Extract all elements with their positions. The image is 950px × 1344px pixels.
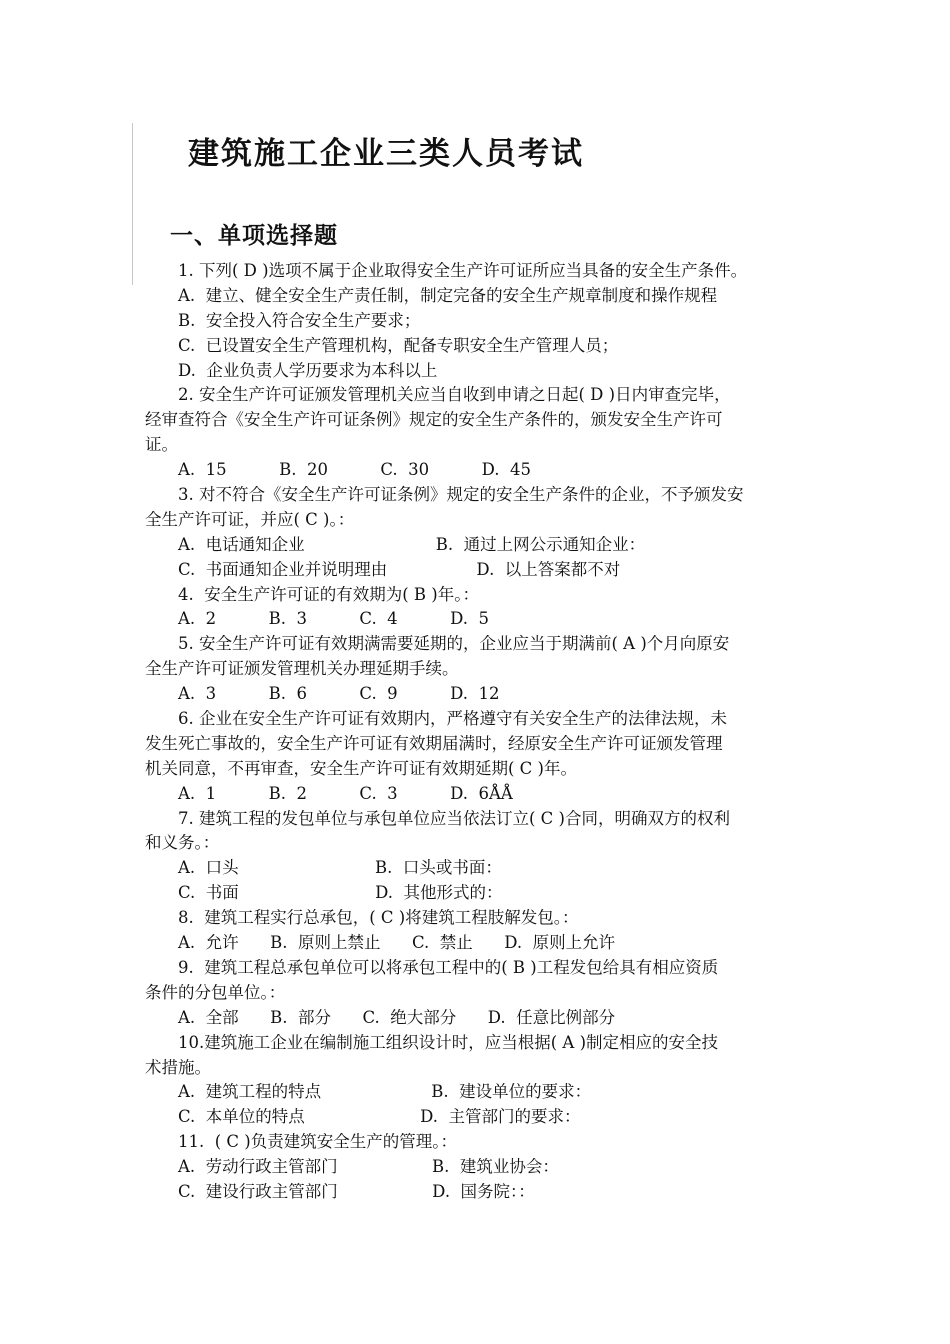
text-line: A. 2 B. 3 C. 4 D. 5 [178, 609, 489, 629]
text-line: A. 口头 B. 口头或书面： [178, 858, 502, 878]
text-line: A. 建立、健全安全生产责任制，制定完备的安全生产规章制度和操作规程 [178, 285, 718, 305]
text-line: 7. 建筑工程的发包单位与承包单位应当依法订立( C )合同，明确双方的权利 [178, 808, 730, 828]
text-line: 术措施。 [145, 1057, 211, 1077]
text-line: 1. 下列( D )选项不属于企业取得安全生产许可证所应当具备的安全生产条件。 [178, 261, 748, 280]
text-line: A. 电话通知企业 B. 通过上网公示通知企业： [178, 534, 646, 554]
text-line: C. 已设置安全生产管理机构，配备专职安全生产管理人员； [178, 335, 619, 355]
text-line: A. 劳动行政主管部门 B. 建筑业协会： [178, 1157, 559, 1177]
text-line: 发生死亡事故的，安全生产许可证有效期届满时，经原安全生产许可证颁发管理 [145, 733, 723, 753]
text-line: A. 允许 B. 原则上禁止 C. 禁止 D. 原则上允许 [178, 933, 616, 953]
page-title: 建筑施工企业三类人员考试 [188, 136, 584, 172]
text-line: 2. 安全生产许可证颁发管理机关应当自收到申请之日起( D )日内审查完毕， [178, 385, 731, 405]
text-line: C. 本单位的特点 D. 主管部门的要求： [178, 1107, 581, 1127]
text-line: 机关同意，不再审查，安全生产许可证有效期延期( C )年。 [145, 758, 577, 778]
text-line: 全生产许可证，并应( C )。： [145, 509, 355, 529]
text-line: 10.建筑施工企业在编制施工组织设计时，应当根据( A )制定相应的安全技 [178, 1032, 719, 1052]
text-line: A. 建筑工程的特点 B. 建设单位的要求： [178, 1082, 592, 1102]
text-line: 经审查符合《安全生产许可证条例》规定的安全生产条件的，颁发安全生产许可 [145, 410, 723, 430]
text-line: C. 建设行政主管部门 D. 国务院：： [178, 1181, 535, 1201]
text-line: 全生产许可证颁发管理机关办理延期手续。 [145, 659, 459, 679]
text-line: 5. 安全生产许可证有效期满需要延期的，企业应当于期满前( A )个月向原安 [178, 634, 730, 654]
text-line: 条件的分包单位。： [145, 982, 286, 1002]
text-line: A. 全部 B. 部分 C. 绝大部分 D. 任意比例部分 [178, 1007, 616, 1027]
text-line: 3. 对不符合《安全生产许可证条例》规定的安全生产条件的企业，不予颁发安 [178, 485, 744, 505]
text-line: C. 书面通知企业并说明理由 D. 以上答案都不对 [178, 559, 621, 579]
text-line: 证。 [145, 435, 178, 455]
question-list [145, 259, 810, 1205]
margin-rule [132, 123, 133, 285]
section-heading: 一、单项选择题 [170, 222, 338, 249]
text-line: B. 安全投入符合安全生产要求； [178, 310, 421, 330]
text-line: 和义务。： [145, 833, 220, 853]
text-line: A. 3 B. 6 C. 9 D. 12 [178, 684, 500, 704]
text-line: 11. ( C )负责建筑安全生产的管理。： [178, 1132, 457, 1152]
text-line: A. 1 B. 2 C. 3 D. 6ÅÅ [178, 783, 513, 803]
text-line: D. 企业负责人学历要求为本科以上 [178, 360, 438, 380]
text-line: A. 15 B. 20 C. 30 D. 45 [178, 460, 531, 480]
text-line: 9. 建筑工程总承包单位可以将承包工程中的( B )工程发包给具有相应资质 [178, 957, 719, 977]
text-line: C. 书面 D. 其他形式的： [178, 883, 503, 903]
text-line: 6. 企业在安全生产许可证有效期内，严格遵守有关安全生产的法律法规，未 [178, 709, 727, 729]
text-line: 4. 安全生产许可证的有效期为( B )年。： [178, 584, 479, 604]
text-line: 8. 建筑工程实行总承包，( C )将建筑工程肢解发包。： [178, 908, 579, 928]
